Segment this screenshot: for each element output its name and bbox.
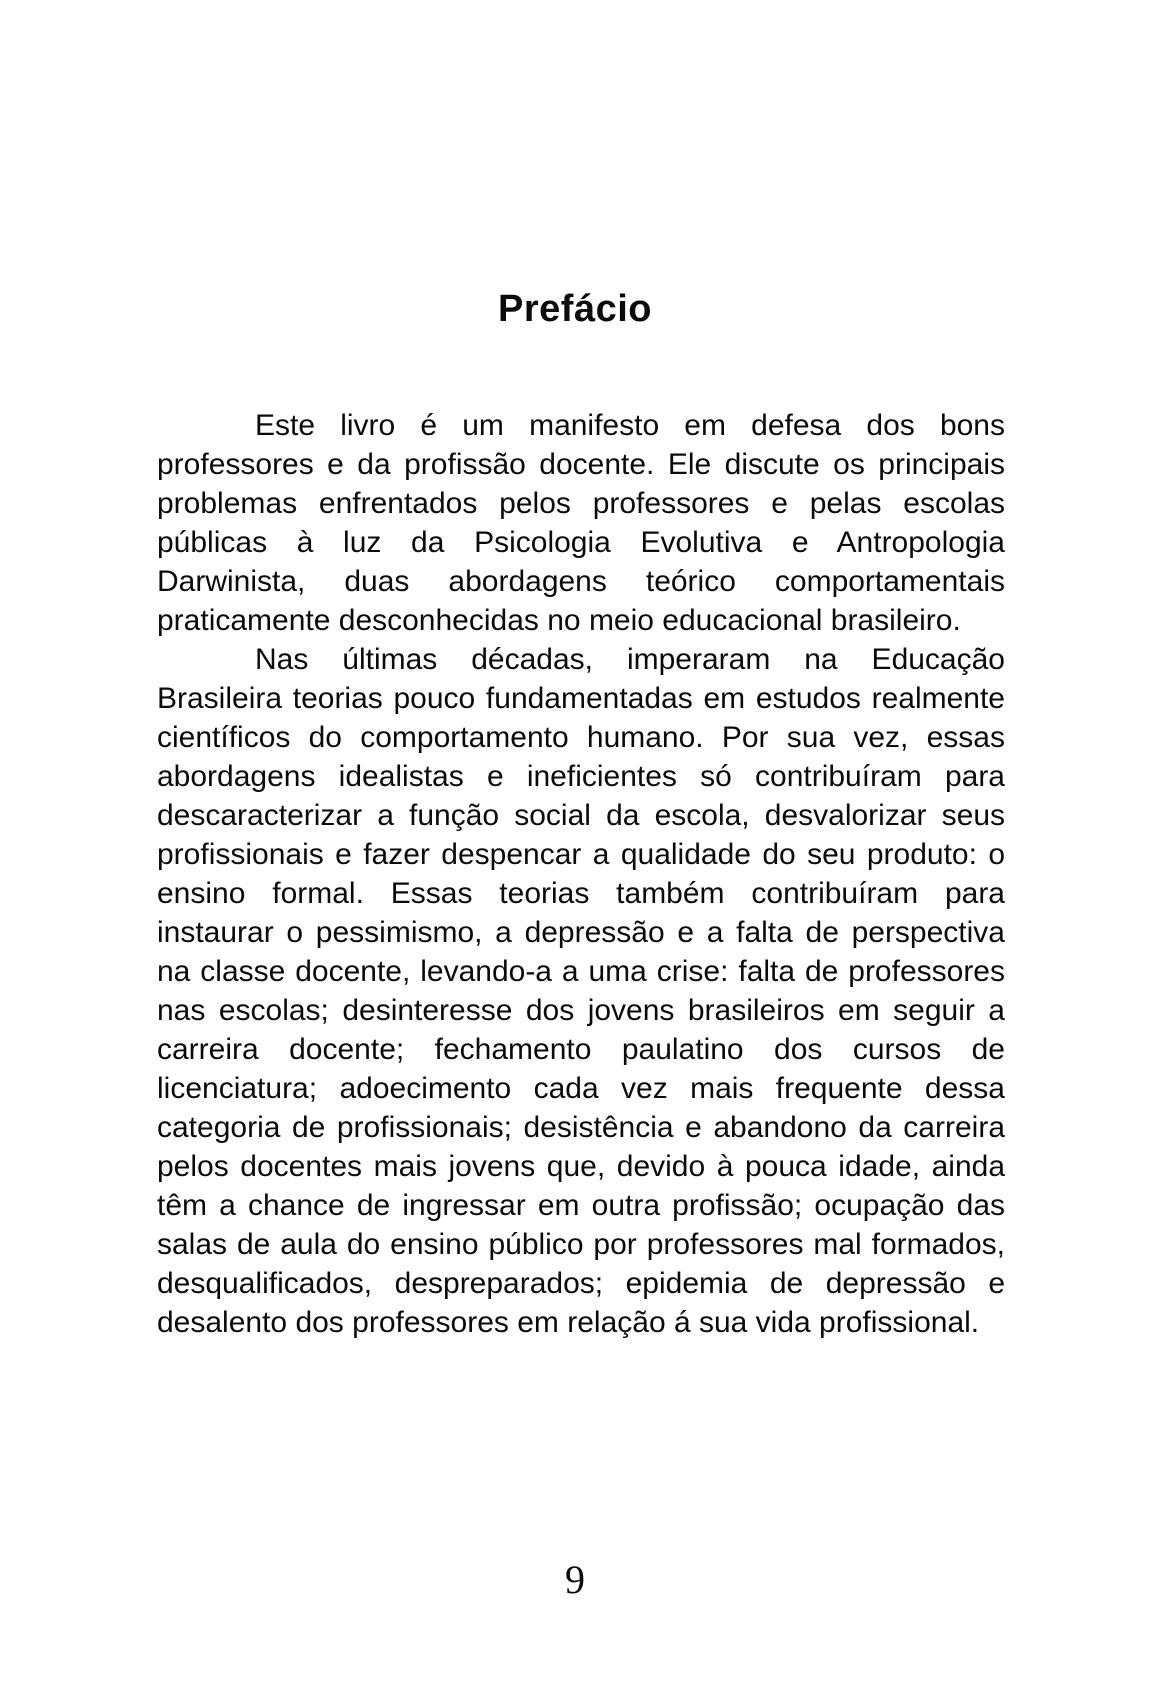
page-number: 9 — [565, 1557, 585, 1602]
preface-body — [157, 406, 1005, 1342]
paragraph-1: Este livro é um manifesto em defesa dos bons professores e da profissão docente. Ele discute os principais problemas enfrentados pelos professores e pelas escolas públicas à luz da Psicologia Evolutiva e Antropologia Darwinista, duas abordagens teórico comportamentais praticamente desconhecidas no meio educacional brasileiro. — [157, 409, 1005, 637]
page-title: Prefácio — [498, 288, 652, 330]
paragraph-2: Nas últimas décadas, imperaram na Educação Brasileira teorias pouco fundamentadas em estudos realmente científicos do comportamento humano. Por sua vez, essas abordagens idealistas e ineficientes só contribuíram para descaracterizar a função social da escola, desvalorizar seus profissionais e fazer despencar a qualidade do seu produto: o ensino formal. Essas teorias também contribuíram para instaurar o pessimismo, a depressão e a falta de perspectiva na classe docente, levando-a a uma crise: falta de professores nas escolas; desinteresse dos jovens brasileiros em seguir a carreira docente; fechamento paulatino dos cursos de licenciatura; adoecimento cada vez mais frequente dessa categoria de profissionais; desistência e abandono da carreira pelos docentes mais jovens que, devido à pouca idade, ainda têm a chance de ingressar em outra profissão; ocupação das salas de aula do ensino público por professores mal formados, desqualificados, despreparados; epidemia de depressão e desalento dos professores em relação á sua vida profissional. — [157, 643, 1005, 1339]
